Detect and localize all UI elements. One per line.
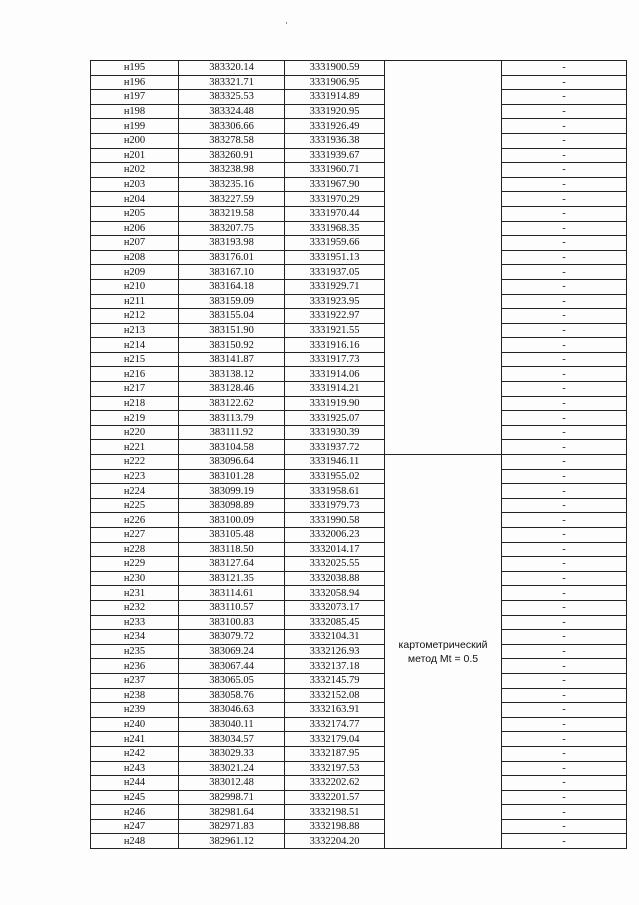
error-cell: -	[502, 819, 627, 834]
y-coordinate-cell: 3332187.95	[285, 746, 385, 761]
y-coordinate-cell: 3331967.90	[285, 177, 385, 192]
point-id-cell: н200	[91, 133, 179, 148]
y-coordinate-cell: 3331930.39	[285, 425, 385, 440]
point-id-cell: н197	[91, 90, 179, 105]
table-row	[91, 571, 627, 586]
table-row	[91, 352, 627, 367]
x-coordinate-cell: 383155.04	[179, 309, 285, 324]
y-coordinate-cell: 3331937.72	[285, 440, 385, 455]
x-coordinate-cell: 383306.66	[179, 119, 285, 134]
x-coordinate-cell: 383040.11	[179, 717, 285, 732]
error-cell: -	[502, 513, 627, 528]
table-row	[91, 630, 627, 645]
error-cell: -	[502, 440, 627, 455]
point-id-cell: н222	[91, 455, 179, 470]
point-id-cell: н210	[91, 279, 179, 294]
y-coordinate-cell: 3331929.71	[285, 279, 385, 294]
point-id-cell: н202	[91, 163, 179, 178]
point-id-cell: н248	[91, 834, 179, 849]
table-row	[91, 498, 627, 513]
point-id-cell: н225	[91, 498, 179, 513]
y-coordinate-cell: 3332198.88	[285, 819, 385, 834]
y-coordinate-cell: 3331970.44	[285, 206, 385, 221]
error-cell: -	[502, 834, 627, 849]
y-coordinate-cell: 3332179.04	[285, 732, 385, 747]
error-cell: -	[502, 673, 627, 688]
table-row	[91, 717, 627, 732]
x-coordinate-cell: 383100.09	[179, 513, 285, 528]
x-coordinate-cell: 383058.76	[179, 688, 285, 703]
point-id-cell: н208	[91, 250, 179, 265]
table-row	[91, 382, 627, 397]
x-coordinate-cell: 383193.98	[179, 236, 285, 251]
error-cell: -	[502, 192, 627, 207]
x-coordinate-cell: 383127.64	[179, 557, 285, 572]
table-row	[91, 469, 627, 484]
x-coordinate-cell: 383029.33	[179, 746, 285, 761]
point-id-cell: н215	[91, 352, 179, 367]
point-id-cell: н218	[91, 396, 179, 411]
y-coordinate-cell: 3331914.89	[285, 90, 385, 105]
error-cell: -	[502, 425, 627, 440]
point-id-cell: н229	[91, 557, 179, 572]
point-id-cell: н241	[91, 732, 179, 747]
table-row	[91, 396, 627, 411]
x-coordinate-cell: 383111.92	[179, 425, 285, 440]
point-id-cell: н239	[91, 703, 179, 718]
table-row	[91, 819, 627, 834]
x-coordinate-cell: 383151.90	[179, 323, 285, 338]
y-coordinate-cell: 3331900.59	[285, 61, 385, 76]
point-id-cell: н244	[91, 776, 179, 791]
x-coordinate-cell: 383121.35	[179, 571, 285, 586]
table-row	[91, 221, 627, 236]
table-row	[91, 790, 627, 805]
y-coordinate-cell: 3331960.71	[285, 163, 385, 178]
table-row	[91, 177, 627, 192]
x-coordinate-cell: 383207.75	[179, 221, 285, 236]
point-id-cell: н217	[91, 382, 179, 397]
x-coordinate-cell: 383101.28	[179, 469, 285, 484]
y-coordinate-cell: 3332204.20	[285, 834, 385, 849]
error-cell: -	[502, 104, 627, 119]
table-row	[91, 367, 627, 382]
point-id-cell: н243	[91, 761, 179, 776]
error-cell: -	[502, 790, 627, 805]
method-cell	[385, 61, 502, 455]
x-coordinate-cell: 383238.98	[179, 163, 285, 178]
error-cell: -	[502, 338, 627, 353]
y-coordinate-cell: 3332073.17	[285, 600, 385, 615]
x-coordinate-cell: 383128.46	[179, 382, 285, 397]
x-coordinate-cell: 383150.92	[179, 338, 285, 353]
table-row	[91, 250, 627, 265]
error-cell: -	[502, 367, 627, 382]
x-coordinate-cell: 383069.24	[179, 644, 285, 659]
error-cell: -	[502, 411, 627, 426]
x-coordinate-cell: 383324.48	[179, 104, 285, 119]
x-coordinate-cell: 383164.18	[179, 279, 285, 294]
error-cell: -	[502, 148, 627, 163]
point-id-cell: н219	[91, 411, 179, 426]
point-id-cell: н242	[91, 746, 179, 761]
table-row	[91, 133, 627, 148]
error-cell: -	[502, 265, 627, 280]
x-coordinate-cell: 383321.71	[179, 75, 285, 90]
x-coordinate-cell: 383110.57	[179, 600, 285, 615]
error-cell: -	[502, 206, 627, 221]
x-coordinate-cell: 382971.83	[179, 819, 285, 834]
point-id-cell: н198	[91, 104, 179, 119]
point-id-cell: н199	[91, 119, 179, 134]
x-coordinate-cell: 383159.09	[179, 294, 285, 309]
x-coordinate-cell: 383227.59	[179, 192, 285, 207]
y-coordinate-cell: 3331923.95	[285, 294, 385, 309]
error-cell: -	[502, 746, 627, 761]
x-coordinate-cell: 383118.50	[179, 542, 285, 557]
y-coordinate-cell: 3331959.66	[285, 236, 385, 251]
y-coordinate-cell: 3332104.31	[285, 630, 385, 645]
error-cell: -	[502, 761, 627, 776]
point-id-cell: н228	[91, 542, 179, 557]
table-row	[91, 586, 627, 601]
x-coordinate-cell: 382961.12	[179, 834, 285, 849]
y-coordinate-cell: 3331958.61	[285, 484, 385, 499]
point-id-cell: н233	[91, 615, 179, 630]
point-id-cell: н213	[91, 323, 179, 338]
point-id-cell: н203	[91, 177, 179, 192]
x-coordinate-cell: 383067.44	[179, 659, 285, 674]
table-row	[91, 484, 627, 499]
error-cell: -	[502, 776, 627, 791]
x-coordinate-cell: 383105.48	[179, 528, 285, 543]
y-coordinate-cell: 3331925.07	[285, 411, 385, 426]
x-coordinate-cell: 383114.61	[179, 586, 285, 601]
table-row	[91, 688, 627, 703]
table-row	[91, 265, 627, 280]
error-cell: -	[502, 163, 627, 178]
point-id-cell: н247	[91, 819, 179, 834]
y-coordinate-cell: 3331979.73	[285, 498, 385, 513]
error-cell: -	[502, 309, 627, 324]
error-cell: -	[502, 294, 627, 309]
point-id-cell: н211	[91, 294, 179, 309]
coordinates-table	[90, 60, 627, 849]
y-coordinate-cell: 3332197.53	[285, 761, 385, 776]
x-coordinate-cell: 383320.14	[179, 61, 285, 76]
table-row	[91, 600, 627, 615]
error-cell: -	[502, 119, 627, 134]
point-id-cell: н231	[91, 586, 179, 601]
point-id-cell: н246	[91, 805, 179, 820]
y-coordinate-cell: 3331955.02	[285, 469, 385, 484]
table-row	[91, 557, 627, 572]
error-cell: -	[502, 528, 627, 543]
x-coordinate-cell: 383122.62	[179, 396, 285, 411]
method-cell: картометрический метод Mt = 0.5	[385, 455, 502, 849]
y-coordinate-cell: 3331968.35	[285, 221, 385, 236]
table-row	[91, 746, 627, 761]
error-cell: -	[502, 600, 627, 615]
x-coordinate-cell: 383138.12	[179, 367, 285, 382]
table-row	[91, 776, 627, 791]
table-row	[91, 411, 627, 426]
error-cell: -	[502, 688, 627, 703]
error-cell: -	[502, 557, 627, 572]
error-cell: -	[502, 382, 627, 397]
point-id-cell: н234	[91, 630, 179, 645]
x-coordinate-cell: 383104.58	[179, 440, 285, 455]
y-coordinate-cell: 3331906.95	[285, 75, 385, 90]
error-cell: -	[502, 279, 627, 294]
x-coordinate-cell: 383012.48	[179, 776, 285, 791]
y-coordinate-cell: 3332201.57	[285, 790, 385, 805]
point-id-cell: н201	[91, 148, 179, 163]
y-coordinate-cell: 3332163.91	[285, 703, 385, 718]
y-coordinate-cell: 3332038.88	[285, 571, 385, 586]
x-coordinate-cell: 383096.64	[179, 455, 285, 470]
point-id-cell: н205	[91, 206, 179, 221]
y-coordinate-cell: 3332152.08	[285, 688, 385, 703]
coordinates-table-body	[91, 61, 627, 849]
table-row	[91, 90, 627, 105]
point-id-cell: н195	[91, 61, 179, 76]
y-coordinate-cell: 3331914.21	[285, 382, 385, 397]
x-coordinate-cell: 383079.72	[179, 630, 285, 645]
point-id-cell: н230	[91, 571, 179, 586]
point-id-cell: н223	[91, 469, 179, 484]
x-coordinate-cell: 383167.10	[179, 265, 285, 280]
point-id-cell: н207	[91, 236, 179, 251]
table-row	[91, 309, 627, 324]
y-coordinate-cell: 3332085.45	[285, 615, 385, 630]
x-coordinate-cell: 383034.57	[179, 732, 285, 747]
point-id-cell: н226	[91, 513, 179, 528]
point-id-cell: н204	[91, 192, 179, 207]
y-coordinate-cell: 3331920.95	[285, 104, 385, 119]
x-coordinate-cell: 383325.53	[179, 90, 285, 105]
error-cell: -	[502, 90, 627, 105]
point-id-cell: н245	[91, 790, 179, 805]
point-id-cell: н236	[91, 659, 179, 674]
y-coordinate-cell: 3331926.49	[285, 119, 385, 134]
table-row	[91, 206, 627, 221]
error-cell: -	[502, 75, 627, 90]
x-coordinate-cell: 383100.83	[179, 615, 285, 630]
table-row	[91, 834, 627, 849]
table-row	[91, 703, 627, 718]
table-row	[91, 148, 627, 163]
point-id-cell: н235	[91, 644, 179, 659]
error-cell: -	[502, 323, 627, 338]
table-row	[91, 644, 627, 659]
y-coordinate-cell: 3331937.05	[285, 265, 385, 280]
error-cell: -	[502, 717, 627, 732]
y-coordinate-cell: 3332137.18	[285, 659, 385, 674]
point-id-cell: н237	[91, 673, 179, 688]
error-cell: -	[502, 542, 627, 557]
error-cell: -	[502, 250, 627, 265]
x-coordinate-cell: 383219.58	[179, 206, 285, 221]
table-row	[91, 659, 627, 674]
point-id-cell: н240	[91, 717, 179, 732]
error-cell: -	[502, 484, 627, 499]
y-coordinate-cell: 3331990.58	[285, 513, 385, 528]
y-coordinate-cell: 3332014.17	[285, 542, 385, 557]
y-coordinate-cell: 3331919.90	[285, 396, 385, 411]
y-coordinate-cell: 3332025.55	[285, 557, 385, 572]
error-cell: -	[502, 177, 627, 192]
error-cell: -	[502, 396, 627, 411]
point-id-cell: н214	[91, 338, 179, 353]
point-id-cell: н221	[91, 440, 179, 455]
y-coordinate-cell: 3331939.67	[285, 148, 385, 163]
error-cell: -	[502, 586, 627, 601]
y-coordinate-cell: 3331914.06	[285, 367, 385, 382]
point-id-cell: н216	[91, 367, 179, 382]
table-row	[91, 673, 627, 688]
y-coordinate-cell: 3332006.23	[285, 528, 385, 543]
point-id-cell: н196	[91, 75, 179, 90]
x-coordinate-cell: 383260.91	[179, 148, 285, 163]
table-row	[91, 61, 627, 76]
error-cell: -	[502, 352, 627, 367]
table-row	[91, 761, 627, 776]
y-coordinate-cell: 3332202.62	[285, 776, 385, 791]
error-cell: -	[502, 732, 627, 747]
table-row	[91, 338, 627, 353]
y-coordinate-cell: 3331946.11	[285, 455, 385, 470]
table-row	[91, 104, 627, 119]
table-row	[91, 528, 627, 543]
table-row	[91, 236, 627, 251]
error-cell: -	[502, 805, 627, 820]
x-coordinate-cell: 383065.05	[179, 673, 285, 688]
x-coordinate-cell: 383021.24	[179, 761, 285, 776]
x-coordinate-cell: 383113.79	[179, 411, 285, 426]
table-row	[91, 192, 627, 207]
point-id-cell: н209	[91, 265, 179, 280]
error-cell: -	[502, 221, 627, 236]
x-coordinate-cell: 382981.64	[179, 805, 285, 820]
point-id-cell: н227	[91, 528, 179, 543]
point-id-cell: н238	[91, 688, 179, 703]
x-coordinate-cell: 383046.63	[179, 703, 285, 718]
y-coordinate-cell: 3332126.93	[285, 644, 385, 659]
y-coordinate-cell: 3331936.38	[285, 133, 385, 148]
y-coordinate-cell: 3331921.55	[285, 323, 385, 338]
error-cell: -	[502, 61, 627, 76]
point-id-cell: н220	[91, 425, 179, 440]
y-coordinate-cell: 3331970.29	[285, 192, 385, 207]
table-row	[91, 513, 627, 528]
x-coordinate-cell: 383141.87	[179, 352, 285, 367]
table-row	[91, 294, 627, 309]
table-row	[91, 542, 627, 557]
scan-mark	[286, 22, 287, 24]
error-cell: -	[502, 630, 627, 645]
x-coordinate-cell: 383099.19	[179, 484, 285, 499]
y-coordinate-cell: 3331951.13	[285, 250, 385, 265]
error-cell: -	[502, 236, 627, 251]
x-coordinate-cell: 382998.71	[179, 790, 285, 805]
table-row	[91, 279, 627, 294]
x-coordinate-cell: 383098.89	[179, 498, 285, 513]
table-row	[91, 163, 627, 178]
table-row	[91, 425, 627, 440]
point-id-cell: н206	[91, 221, 179, 236]
error-cell: -	[502, 703, 627, 718]
error-cell: -	[502, 644, 627, 659]
error-cell: -	[502, 469, 627, 484]
point-id-cell: н232	[91, 600, 179, 615]
table-row	[91, 732, 627, 747]
table-row	[91, 119, 627, 134]
y-coordinate-cell: 3332198.51	[285, 805, 385, 820]
y-coordinate-cell: 3331916.16	[285, 338, 385, 353]
table-row	[91, 440, 627, 455]
error-cell: -	[502, 498, 627, 513]
y-coordinate-cell: 3332174.77	[285, 717, 385, 732]
table-row	[91, 615, 627, 630]
table-row	[91, 75, 627, 90]
table-row	[91, 323, 627, 338]
x-coordinate-cell: 383235.16	[179, 177, 285, 192]
y-coordinate-cell: 3331922.97	[285, 309, 385, 324]
y-coordinate-cell: 3331917.73	[285, 352, 385, 367]
table-row	[91, 805, 627, 820]
error-cell: -	[502, 615, 627, 630]
error-cell: -	[502, 133, 627, 148]
point-id-cell: н212	[91, 309, 179, 324]
y-coordinate-cell: 3332145.79	[285, 673, 385, 688]
error-cell: -	[502, 571, 627, 586]
x-coordinate-cell: 383176.01	[179, 250, 285, 265]
error-cell: -	[502, 659, 627, 674]
error-cell: -	[502, 455, 627, 470]
point-id-cell: н224	[91, 484, 179, 499]
x-coordinate-cell: 383278.58	[179, 133, 285, 148]
table-row	[91, 455, 627, 470]
y-coordinate-cell: 3332058.94	[285, 586, 385, 601]
